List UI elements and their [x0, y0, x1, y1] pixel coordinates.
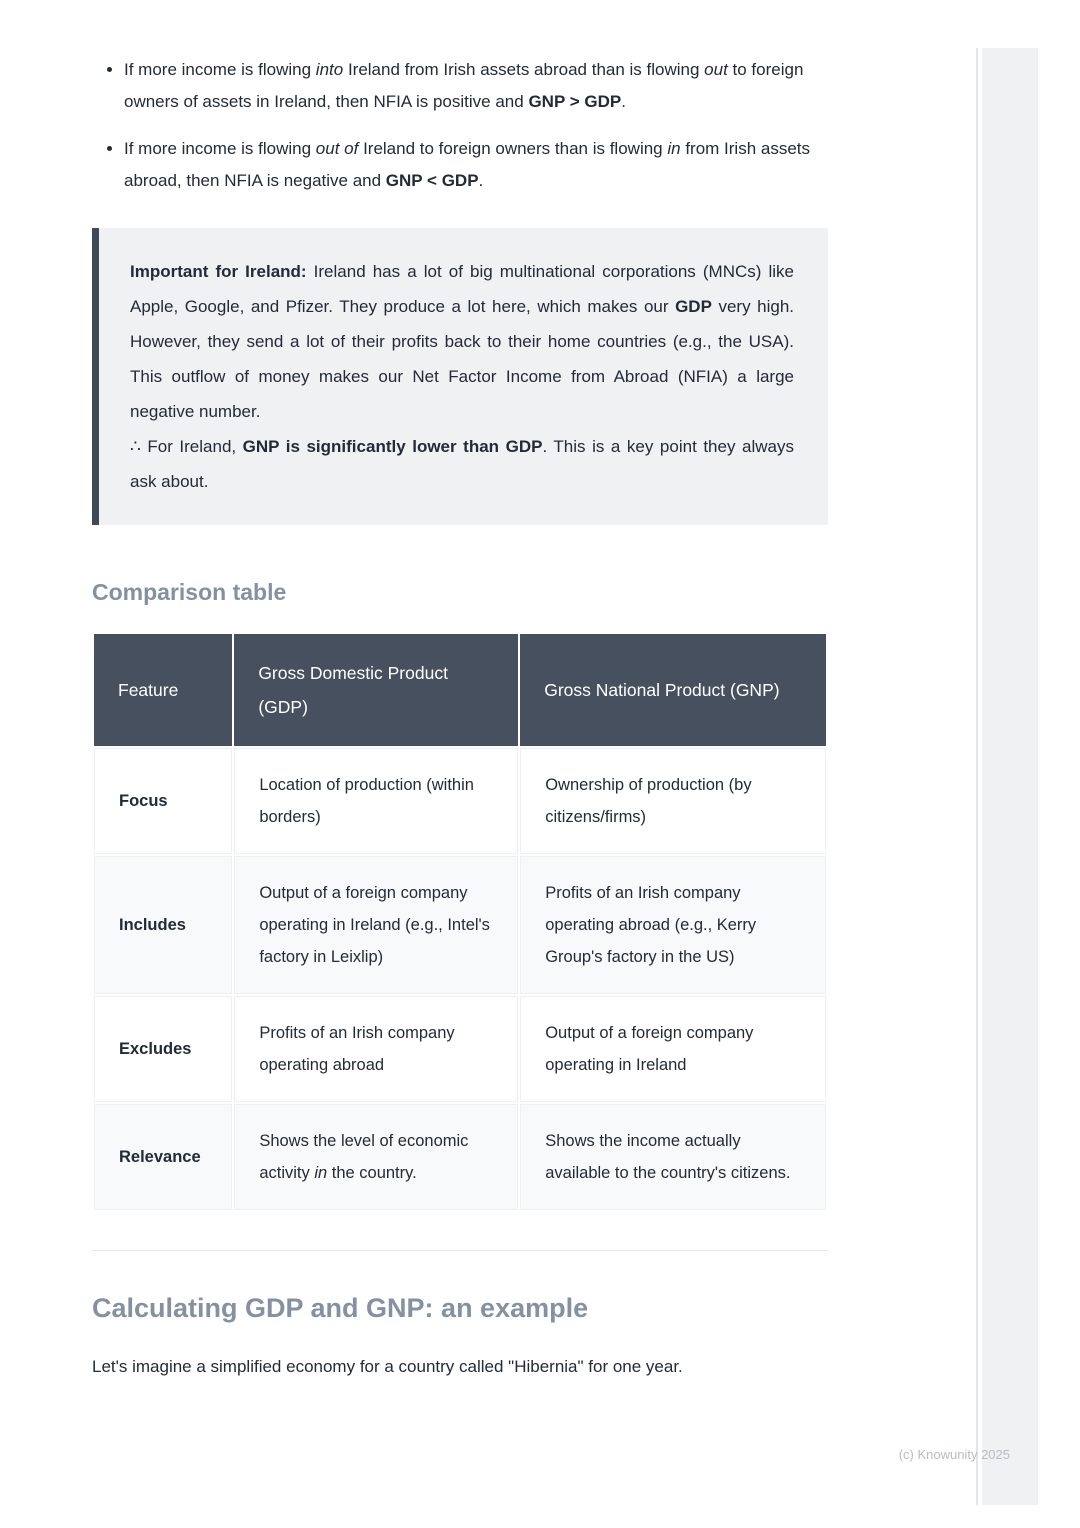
watermark: (c) Knowunity 2025: [898, 1447, 1010, 1462]
row-header-includes: Includes: [94, 856, 232, 994]
calculating-section-heading: Calculating GDP and GNP: an example: [92, 1293, 589, 1323]
cell-gnp-focus: Ownership of production (by citizens/firms): [520, 748, 826, 854]
table-row: [94, 1104, 826, 1210]
cell-gnp-relevance: Shows the income actually available to the country's citizens.: [520, 1104, 826, 1210]
bullet-item-nfia-positive: [124, 54, 828, 118]
cell-gdp-includes: Output of a foreign company operating in Ireland (e.g., Intel's factory in Leixlip): [234, 856, 518, 994]
scrollbar[interactable]: [982, 48, 1038, 1505]
cell-gdp-focus: Location of production (within borders): [234, 748, 518, 854]
document-content: [92, 0, 828, 1382]
column-header-feature: Feature: [94, 634, 232, 746]
page-edge-line: [976, 48, 978, 1505]
table-row: [94, 856, 826, 994]
table-header: [94, 634, 826, 746]
cell-gnp-excludes: Output of a foreign company operating in Ireland: [520, 996, 826, 1102]
bullet-text: If more income is flowing into Ireland from Irish assets abroad than is flowing out to foreign owners of assets in Ireland, then NFIA is positive and GNP > GDP.: [124, 60, 804, 111]
callout-paragraph: ∴ For Ireland, GNP is significantly lower than GDP. This is a key point they always ask about.: [130, 437, 794, 491]
comparison-table: [92, 632, 828, 1212]
row-header-focus: Focus: [94, 748, 232, 854]
table-row: [94, 996, 826, 1102]
table-header-row: [94, 634, 826, 746]
intro-paragraph: Let's imagine a simplified economy for a country called "Hibernia" for one year.: [92, 1357, 683, 1376]
callout-paragraph: Important for Ireland: Ireland has a lot of big multinational corporations (MNCs) like Apple, Google, and Pfizer. They produce a lot here, which makes our GDP very high. However, they send a lot of their profits back to their home countries (e.g., the USA). This outflow of money makes our Net Factor Income from Abroad (NFIA) a large negative number.: [130, 262, 794, 421]
bullet-item-nfia-negative: [124, 133, 828, 197]
comparison-table-heading: Comparison table: [92, 579, 287, 605]
bullet-text: If more income is flowing out of Ireland to foreign owners than is flowing in from Irish assets abroad, then NFIA is negative and GNP < GDP.: [124, 139, 811, 190]
row-header-excludes: Excludes: [94, 996, 232, 1102]
cell-gdp-excludes: Profits of an Irish company operating abroad: [234, 996, 518, 1102]
cell-gdp-relevance: Shows the level of economic activity in the country.: [234, 1104, 518, 1210]
callout-important-for-ireland: [92, 228, 828, 525]
column-header-gdp: Gross Domestic Product (GDP): [234, 634, 518, 746]
bullet-list: [92, 54, 828, 197]
table-row: [94, 748, 826, 854]
row-header-relevance: Relevance: [94, 1104, 232, 1210]
cell-gnp-includes: Profits of an Irish company operating abroad (e.g., Kerry Group's factory in the US): [520, 856, 826, 994]
column-header-gnp: Gross National Product (GNP): [520, 634, 826, 746]
section-divider: [92, 1250, 828, 1251]
